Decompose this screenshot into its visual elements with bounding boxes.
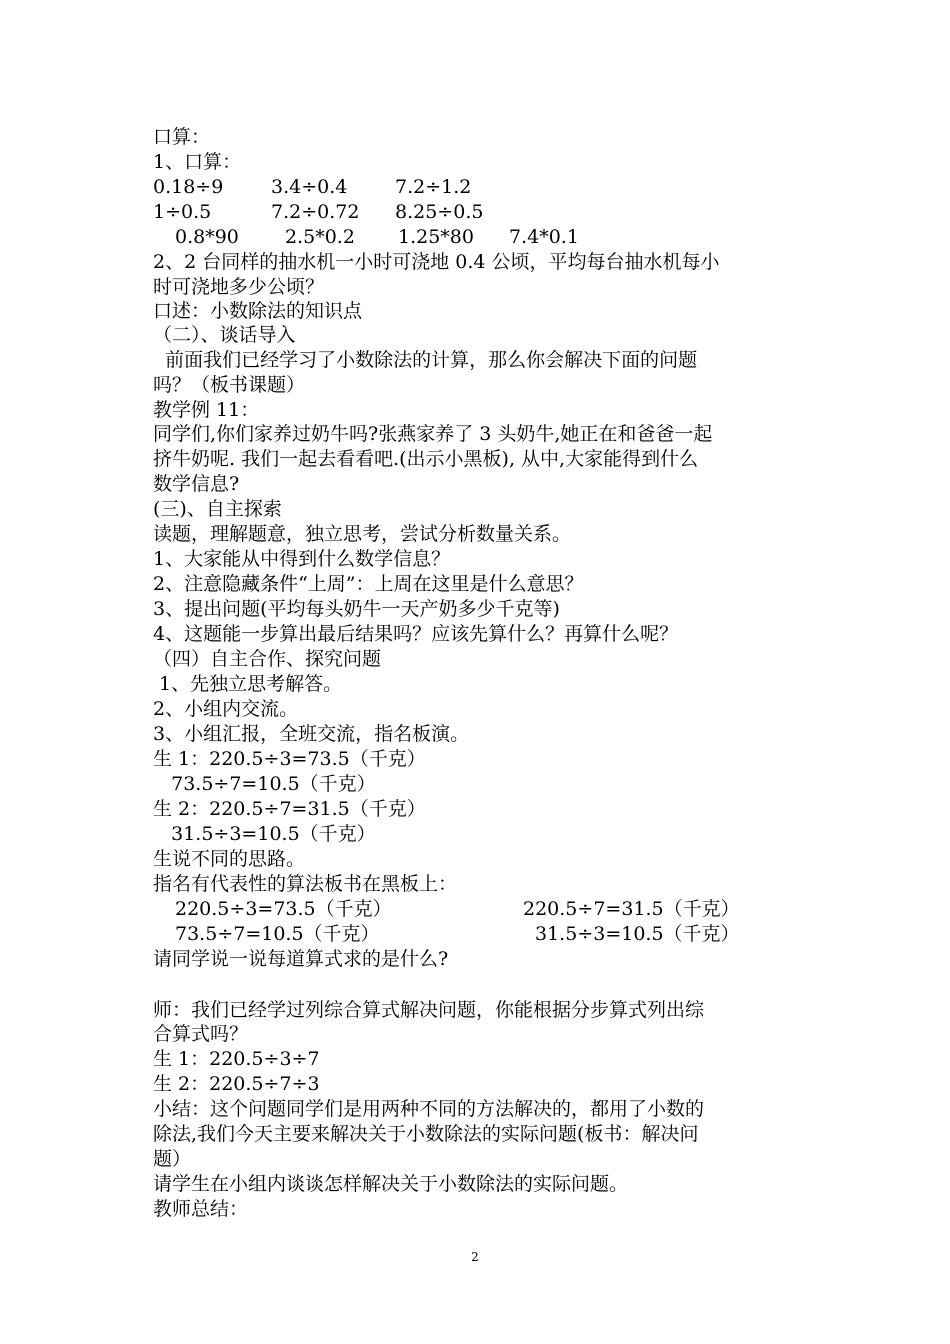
calc-row <box>153 175 803 199</box>
text-line: 4、这题能一步算出最后结果吗？应该先算什么？再算什么呢？ <box>153 623 679 645</box>
text-line: （四）自主合作、探究问题 <box>153 648 382 670</box>
text-line: 3、小组汇报，全班交流，指名板演。 <box>153 723 470 745</box>
text-line: 数学信息? <box>153 473 240 495</box>
text-line: 教学例 11： <box>153 399 260 421</box>
text-line: 口述：小数除法的知识点 <box>153 300 363 322</box>
calc-expression: 220.5÷7=31.5（千克） <box>523 898 740 920</box>
text-line: 前面我们已经学习了小数除法的计算，那么你会解决下面的问题 <box>153 349 698 371</box>
text-line: 请同学说一说每道算式求的是什么? <box>153 948 449 970</box>
text-line: 2、注意隐藏条件“上周”：上周在这里是什么意思？ <box>153 573 584 595</box>
calc-expression: 73.5÷7=10.5（千克） <box>175 923 380 945</box>
text-line: 时可浇地多少公顷？ <box>153 276 325 298</box>
calc-expression: 8.25÷0.5 <box>395 201 484 223</box>
text-line: 吗？（板书课题） <box>153 374 306 396</box>
text-line: 挤牛奶呢. 我们一起去看看吧.(出示小黑板), 从中,大家能得到什么 <box>153 448 699 470</box>
text-line: 2、小组内交流。 <box>153 698 299 720</box>
text-line: 除法,我们今天主要来解决关于小数除法的实际问题(板书：解决问 <box>153 1123 699 1145</box>
text-line: 合算式吗？ <box>153 1023 249 1045</box>
text-line: 1、大家能从中得到什么数学信息？ <box>153 548 451 570</box>
text-line: 生 1：220.5÷3÷7 <box>153 1048 320 1070</box>
page-number: 2 <box>471 1250 479 1264</box>
calc-expression: 1÷0.5 <box>153 201 212 223</box>
calc-expression: 3.4÷0.4 <box>271 176 348 198</box>
calc-row <box>153 225 803 249</box>
text-line: （二）、谈话导入 <box>153 324 296 346</box>
text-line: 1、先独立思考解答。 <box>153 673 343 695</box>
text-line: 生说不同的思路。 <box>153 848 306 870</box>
calc-expression: 1.25*80 <box>398 226 474 248</box>
calc-row <box>153 922 803 946</box>
text-line: 生 1：220.5÷3=73.5（千克） <box>153 748 426 770</box>
text-line: 请学生在小组内谈谈怎样解决关于小数除法的实际问题。 <box>153 1173 629 1195</box>
text-line: 读题，理解题意，独立思考，尝试分析数量关系。 <box>153 523 572 545</box>
text-line: 同学们,你们家养过奶牛吗?张燕家养了 3 头奶牛,她正在和爸爸一起 <box>153 423 713 445</box>
calc-expression: 7.4*0.1 <box>509 226 579 248</box>
text-line: (三)、自主探索 <box>153 498 282 520</box>
calc-expression: 2.5*0.2 <box>285 226 355 248</box>
calc-expression: 0.18÷9 <box>153 176 224 198</box>
calc-expression: 0.8*90 <box>175 226 239 248</box>
text-line: 73.5÷7=10.5（千克） <box>153 773 376 795</box>
text-line: 2、2 台同样的抽水机一小时可浇地 0.4 公顷，平均每台抽水机每小 <box>153 251 720 273</box>
calc-row <box>153 897 803 921</box>
text-line: 教师总结： <box>153 1198 249 1220</box>
text-line: 师：我们已经学过列综合算式解决问题，你能根据分步算式列出综 <box>153 999 705 1021</box>
text-line: 1、口算： <box>153 151 242 173</box>
calc-row <box>153 200 803 224</box>
text-line: 生 2：220.5÷7=31.5（千克） <box>153 798 426 820</box>
text-line: 指名有代表性的算法板书在黑板上： <box>153 873 458 895</box>
text-line: 3、提出问题(平均每头奶牛一天产奶多少千克等) <box>153 598 560 620</box>
calc-expression: 220.5÷3=73.5（千克） <box>175 898 392 920</box>
text-line: 口算： <box>153 126 211 148</box>
text-line: 生 2：220.5÷7÷3 <box>153 1073 320 1095</box>
calc-expression: 7.2÷0.72 <box>271 201 360 223</box>
calc-expression: 7.2÷1.2 <box>395 176 472 198</box>
text-line: 31.5÷3=10.5（千克） <box>153 823 376 845</box>
calc-expression: 31.5÷3=10.5（千克） <box>535 923 740 945</box>
text-line: 题） <box>153 1148 192 1170</box>
text-line: 小结：这个问题同学们是用两种不同的方法解决的，都用了小数的 <box>153 1098 705 1120</box>
